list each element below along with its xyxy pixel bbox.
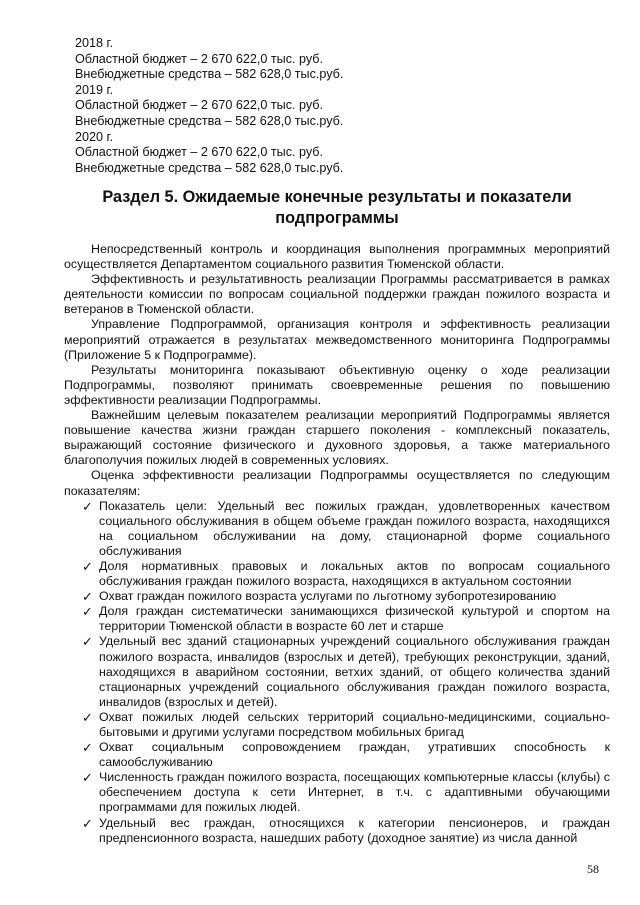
indicator-item (64, 604, 610, 634)
indicator-item (64, 589, 610, 604)
indicator-item (64, 499, 610, 559)
check-mark-icon: ✓ (82, 634, 93, 650)
budget-regional-2020: Областной бюджет – 2 670 622,0 тыс. руб. (75, 145, 324, 160)
budget-extrabudgetary-2018: Внебюджетные средства – 582 628,0 тыс.руб. (75, 67, 344, 82)
indicator-text: Доля граждан систематически занимающихся физической культурой и спортом на территории Тюменской области в возрасте 60 лет и старше (99, 604, 610, 634)
paragraph: Важнейшим целевым показателем реализации мероприятий Подпрограммы является повышение качества жизни граждан старшего поколения - комплексный показатель, выражающий состояние физического и духовного здоровья, а также материального благополучия пожилых людей в современных условиях. (64, 408, 610, 468)
check-mark-icon: ✓ (82, 558, 93, 574)
indicator-list (64, 499, 610, 846)
paragraph: Оценка эффективности реализации Подпрограммы осуществляется по следующим показателям: (64, 468, 610, 498)
check-mark-icon: ✓ (82, 740, 93, 756)
indicator-item (64, 559, 610, 589)
indicator-text: Удельный вес зданий стационарных учреждений социального обслуживания граждан пожилого возраста, инвалидов (взрослых и детей), требующих реконструкции, зданий, находящихся в аварийном состоянии, ветхих зданий, от общего количества зданий стационарных учреждений социального обслуживания граждан пожилого возраста, инвалидов (взрослых и детей). (99, 634, 610, 709)
budget-year-2019: 2019 г. (75, 82, 114, 97)
paragraph: Результаты мониторинга показывают объективную оценку о ходе реализации Подпрограммы, позволяют принимать своевременные решения по повышению эффективности реализации Подпрограммы. (64, 362, 610, 407)
budget-regional-2018: Областной бюджет – 2 670 622,0 тыс. руб. (75, 51, 324, 66)
paragraph: Эффективность и результативность реализации Программы рассматривается в рамках деятельности комиссии по вопросам социальной поддержки граждан пожилого возраста и ветеранов в Тюменской области. (64, 272, 610, 317)
section-heading: Раздел 5. Ожидаемые конечные результаты и показатели подпрограммы (102, 188, 572, 227)
indicator-item (64, 710, 610, 740)
section-body (64, 242, 610, 846)
indicator-text: Охват граждан пожилого возраста услугами по льготному зубопротезированию (99, 589, 557, 604)
paragraph: Управление Подпрограммой, организация контроля и эффективность реализации мероприятий отражается в результатах межведомственного мониторинга Подпрограммы (Приложение 5 к Подпрограмме). (64, 317, 610, 362)
page-number: 58 (587, 862, 599, 876)
budget-year-2020: 2020 г. (75, 129, 114, 144)
budget-year-2018: 2018 г. (75, 36, 114, 50)
indicator-text: Удельный вес граждан, относящихся к категории пенсионеров, и граждан предпенсионного возраста, нашедших работу (доходное занятие) из числа данной (99, 815, 610, 845)
check-mark-icon: ✓ (82, 589, 93, 605)
indicator-text: Охват пожилых людей сельских территорий социально-медицинскими, социально-бытовыми и другими услугами посредством мобильных бригад (99, 709, 610, 739)
check-mark-icon: ✓ (82, 815, 93, 831)
indicator-text: Показатель цели: Удельный вес пожилых граждан, удовлетворенных качеством социального обслуживания в общем объеме граждан пожилого возраста, находящихся на социальном обслуживании на дому, стационарной форме социального обслуживания (99, 498, 610, 558)
indicator-text: Доля нормативных правовых и локальных актов по вопросам социального обслуживания граждан пожилого возраста, находящихся в актуальном состоянии (99, 558, 610, 589)
budget-regional-2019: Областной бюджет – 2 670 622,0 тыс. руб. (75, 98, 324, 113)
check-mark-icon: ✓ (82, 604, 93, 620)
budget-extrabudgetary-2019: Внебюджетные средства – 582 628,0 тыс.руб. (75, 113, 344, 128)
indicator-item (64, 634, 610, 709)
check-mark-icon: ✓ (82, 709, 93, 725)
indicator-text: Численность граждан пожилого возраста, посещающих компьютерные классы (клубы) с обеспечением доступа к сети Интернет, в т.ч. с адаптивными обучающими программами для пожилых людей. (99, 770, 610, 815)
check-mark-icon: ✓ (82, 770, 93, 786)
indicator-item (64, 740, 610, 770)
indicator-text: Охват социальным сопровождением граждан, утративших способность к самообслуживанию (99, 740, 610, 770)
budget-summary (75, 36, 343, 176)
indicator-item (64, 770, 610, 815)
indicator-item (64, 816, 610, 846)
check-mark-icon: ✓ (82, 498, 93, 514)
paragraph: Непосредственный контроль и координация выполнения программных мероприятий осуществляется Департаментом социального развития Тюменской области. (64, 242, 610, 272)
budget-extrabudgetary-2020: Внебюджетные средства – 582 628,0 тыс.руб. (75, 160, 344, 175)
